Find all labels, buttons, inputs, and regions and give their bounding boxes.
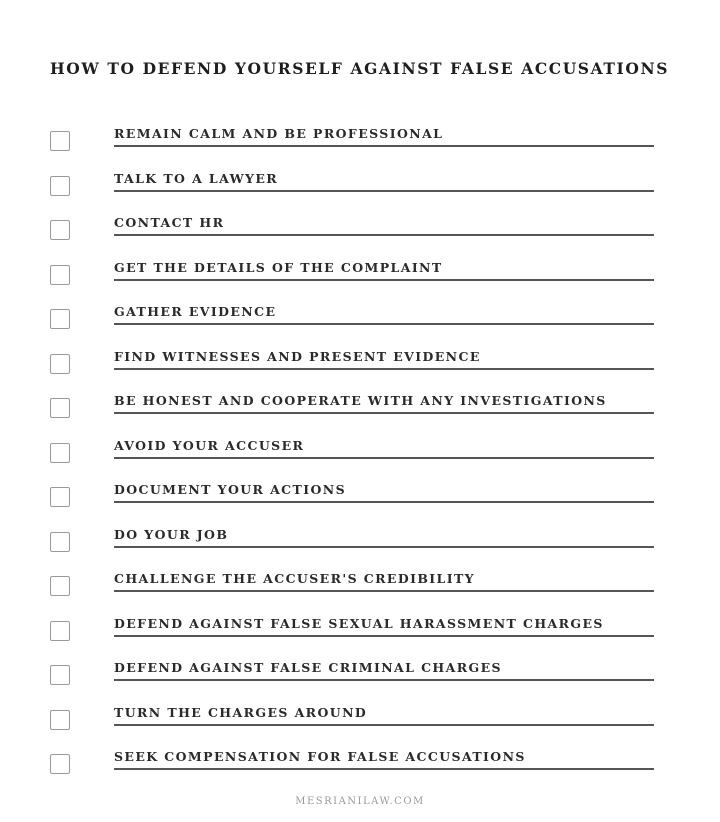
checkbox[interactable]	[50, 621, 70, 641]
underline-divider	[114, 279, 654, 281]
checklist-item	[0, 304, 720, 351]
checklist-item	[0, 393, 720, 440]
checkbox[interactable]	[50, 220, 70, 240]
checklist-item-label: DEFEND AGAINST FALSE CRIMINAL CHARGES	[114, 660, 502, 675]
checklist-item	[0, 348, 720, 396]
checklist-item-label: AVOID YOUR ACCUSER	[114, 437, 305, 453]
underline-divider	[114, 368, 654, 370]
checkbox[interactable]	[50, 665, 70, 685]
underline-divider	[114, 501, 654, 503]
checklist-item	[0, 170, 720, 218]
underline-divider	[114, 590, 654, 592]
checkbox[interactable]	[50, 576, 70, 596]
page-title: HOW TO DEFEND YOURSELF AGAINST FALSE ACCUSATIONS	[50, 59, 670, 78]
underline-divider	[114, 546, 654, 548]
underline-divider	[114, 679, 654, 681]
checkbox[interactable]	[50, 354, 70, 374]
underline-divider	[114, 234, 654, 236]
checkbox[interactable]	[50, 265, 70, 285]
checkbox[interactable]	[50, 754, 70, 774]
checklist-item	[0, 126, 720, 173]
underline-divider	[114, 457, 654, 459]
checklist-item-label: FIND WITNESSES AND PRESENT EVIDENCE	[114, 348, 481, 364]
checklist-item-label: TALK TO A LAWYER	[114, 170, 279, 186]
checklist-item-label: GATHER EVIDENCE	[114, 304, 277, 319]
checkbox[interactable]	[50, 532, 70, 552]
checklist-item-label: TURN THE CHARGES AROUND	[114, 704, 368, 720]
checklist-item-label: CONTACT HR	[114, 215, 225, 230]
checklist-item-label: GET THE DETAILS OF THE COMPLAINT	[114, 259, 443, 275]
underline-divider	[114, 635, 654, 637]
checklist-item	[0, 660, 720, 707]
checklist-item	[0, 437, 720, 485]
checklist-item-label: BE HONEST AND COOPERATE WITH ANY INVESTIGATIONS	[114, 393, 607, 408]
underline-divider	[114, 724, 654, 726]
checkbox[interactable]	[50, 443, 70, 463]
checklist-item	[0, 482, 720, 529]
checklist-item-label: SEEK COMPENSATION FOR FALSE ACCUSATIONS	[114, 749, 526, 764]
checkbox[interactable]	[50, 398, 70, 418]
checklist-item	[0, 749, 720, 796]
checklist-item	[0, 259, 720, 307]
checklist-item	[0, 704, 720, 752]
checklist-item-label: DOCUMENT YOUR ACTIONS	[114, 482, 347, 497]
checkbox[interactable]	[50, 131, 70, 151]
checkbox[interactable]	[50, 487, 70, 507]
underline-divider	[114, 412, 654, 414]
checkbox[interactable]	[50, 176, 70, 196]
checklist-item	[0, 526, 720, 574]
checklist-item-label: DO YOUR JOB	[114, 526, 229, 542]
checklist-item-label: REMAIN CALM AND BE PROFESSIONAL	[114, 126, 444, 141]
checkbox[interactable]	[50, 309, 70, 329]
checklist-item-label: CHALLENGE THE ACCUSER'S CREDIBILITY	[114, 571, 476, 586]
underline-divider	[114, 190, 654, 192]
checklist-item	[0, 215, 720, 262]
checkbox[interactable]	[50, 710, 70, 730]
underline-divider	[114, 323, 654, 325]
checklist-item	[0, 571, 720, 618]
underline-divider	[114, 145, 654, 147]
checklist-item	[0, 615, 720, 663]
underline-divider	[114, 768, 654, 770]
checklist-item-label: DEFEND AGAINST FALSE SEXUAL HARASSMENT CHARGES	[114, 615, 604, 631]
footer-website: MESRIANILAW.COM	[295, 796, 425, 807]
